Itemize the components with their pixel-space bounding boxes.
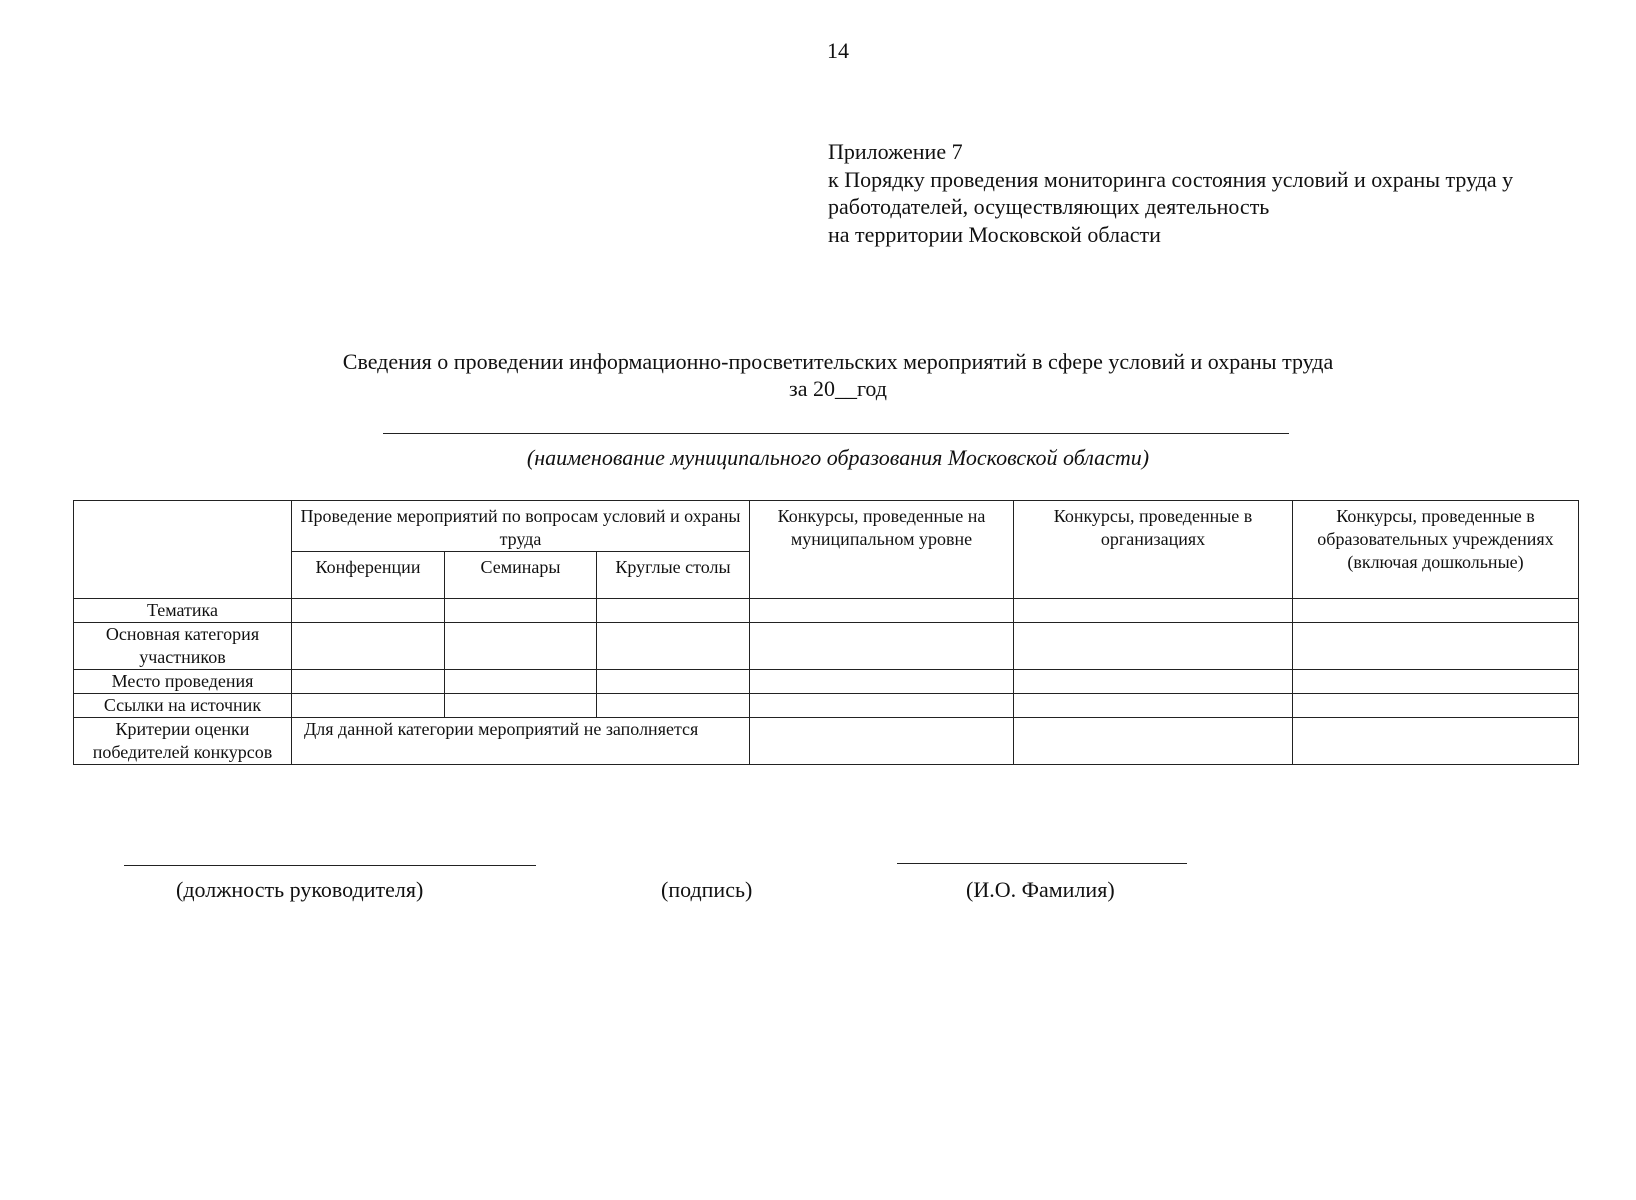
header-organization-contests: Конкурсы, проведенные в организациях <box>1014 501 1293 599</box>
municipality-fill-line <box>383 433 1289 434</box>
appendix-line: на территории Московской области <box>828 221 1161 247</box>
name-caption: (И.О. Фамилия) <box>966 877 1115 902</box>
document-title-line2: за 20__год <box>789 376 887 401</box>
table-cell <box>750 670 1014 694</box>
report-table <box>73 500 1579 765</box>
table-cell <box>1014 623 1293 670</box>
table-cell <box>445 623 597 670</box>
row-label-venue: Место проведения <box>74 670 292 694</box>
table-row <box>74 623 1579 670</box>
header-education-contests: Конкурсы, проведенные в образовательных учреждениях (включая дошкольные) <box>1293 501 1579 599</box>
corner-cell <box>74 501 292 599</box>
table-cell <box>750 694 1014 718</box>
table-cell <box>597 670 750 694</box>
appendix-line: Приложение 7 <box>828 139 963 164</box>
table-cell <box>597 694 750 718</box>
row-label-topic: Тематика <box>74 599 292 623</box>
report-table-wrapper <box>73 500 1579 765</box>
table-row <box>74 694 1579 718</box>
table-row <box>74 670 1579 694</box>
document-title-line1: Сведения о проведении информационно-просветительских мероприятий в сфере условий и охраны труда <box>342 349 1334 374</box>
table-cell <box>1014 599 1293 623</box>
table-cell <box>445 670 597 694</box>
table-cell <box>750 623 1014 670</box>
table-cell <box>445 694 597 718</box>
header-municipal-contests: Конкурсы, проведенные на муниципальном уровне <box>750 501 1014 599</box>
position-caption: (должность руководителя) <box>176 877 424 902</box>
table-cell <box>1293 694 1579 718</box>
appendix-block <box>828 138 1513 248</box>
table-cell <box>1293 718 1579 765</box>
position-signature-line <box>124 865 536 866</box>
signature-caption: (подпись) <box>661 877 753 902</box>
table-cell <box>750 718 1014 765</box>
table-cell <box>1293 599 1579 623</box>
appendix-line: работодателей, осуществляющих деятельность <box>828 194 1270 219</box>
table-cell <box>292 599 445 623</box>
table-cell <box>292 670 445 694</box>
table-cell <box>750 599 1014 623</box>
document-title <box>0 348 1636 402</box>
page-number: 14 <box>827 38 849 63</box>
table-cell <box>1014 718 1293 765</box>
table-cell <box>597 623 750 670</box>
table-cell <box>1014 694 1293 718</box>
table-cell <box>445 599 597 623</box>
table-cell <box>597 599 750 623</box>
not-filled-note: Для данной категории мероприятий не заполняется <box>292 718 750 765</box>
header-seminars: Семинары <box>445 552 597 599</box>
row-label-source-links: Ссылки на источник <box>74 694 292 718</box>
row-label-participants: Основная категория участников <box>74 623 292 670</box>
header-round-tables: Круглые столы <box>597 552 750 599</box>
events-group-header: Проведение мероприятий по вопросам условий и охраны труда <box>292 501 750 552</box>
row-label-criteria: Критерии оценки победителей конкурсов <box>74 718 292 765</box>
name-signature-line <box>897 863 1187 864</box>
table-row <box>74 599 1579 623</box>
table-row <box>74 718 1579 765</box>
table-cell <box>1293 670 1579 694</box>
municipality-caption: (наименование муниципального образования Московской области) <box>526 445 1150 470</box>
table-cell <box>292 623 445 670</box>
table-cell <box>292 694 445 718</box>
table-cell <box>1293 623 1579 670</box>
appendix-line: к Порядку проведения мониторинга состояния условий и охраны труда у <box>828 166 1514 192</box>
table-cell <box>1014 670 1293 694</box>
header-conferences: Конференции <box>292 552 445 599</box>
